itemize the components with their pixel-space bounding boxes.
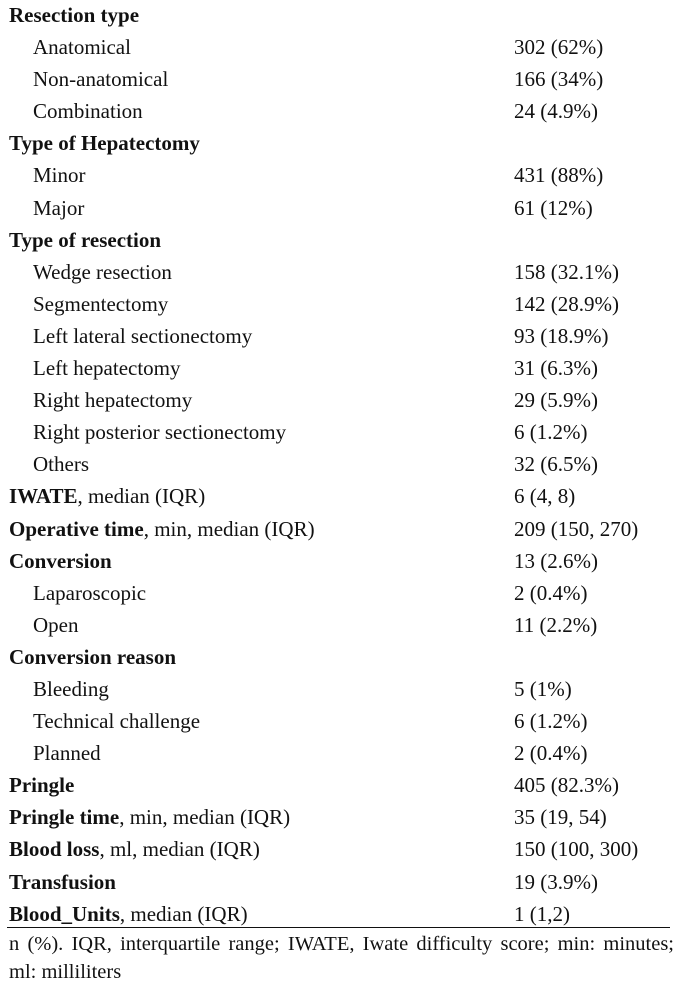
row-label-bold: Pringle time (9, 805, 120, 830)
table-row (0, 0, 670, 32)
row-value: 93 (18.9%) (514, 323, 609, 348)
row-sublabel: Right hepatectomy (33, 388, 193, 413)
row-value: 24 (4.9%) (514, 99, 598, 124)
row-label-rest: , min, median (IQR) (119, 805, 291, 830)
table-row (0, 546, 670, 578)
table-row (0, 899, 670, 931)
row-label-rest: , median (IQR) (119, 901, 248, 926)
row-sublabel: Planned (33, 741, 101, 766)
row-sublabel: Major (33, 195, 85, 220)
row-value: 29 (5.9%) (514, 388, 598, 413)
row-label: Resection type (9, 3, 140, 27)
table-footnote: n (%). IQR, interquartile range; IWATE, Iwate difficulty score; min: minutes; ml: milliliters (9, 933, 674, 983)
row-sublabel: Technical challenge (33, 709, 201, 734)
row-value: 2 (0.4%) (514, 741, 588, 766)
row-sublabel: Combination (33, 99, 143, 124)
table-row (0, 257, 670, 289)
row-label: Type of Hepatectomy (9, 131, 200, 156)
row-value: 209 (150, 270) (514, 516, 639, 541)
row-label-bold: Operative time (9, 516, 144, 541)
table-row (0, 160, 670, 192)
row-value: 431 (88%) (514, 163, 604, 188)
row-value: 166 (34%) (514, 67, 604, 92)
table-row (0, 225, 670, 257)
row-value: 2 (0.4%) (514, 580, 588, 605)
row-value: 5 (1%) (514, 676, 572, 701)
table-row (0, 32, 670, 64)
row-value: 35 (19, 54) (514, 805, 607, 830)
row-label-bold: Blood loss (9, 837, 100, 862)
row-label: Pringle (9, 773, 75, 798)
row-label-rest: , ml, median (IQR) (99, 837, 260, 862)
row-label: Type of resection (9, 227, 162, 252)
row-value: 6 (1.2%) (514, 709, 588, 734)
row-sublabel: Open (33, 612, 79, 637)
row-value: 1 (1,2) (514, 901, 570, 926)
table-row (0, 674, 670, 706)
table-row (0, 514, 670, 546)
table-row (0, 289, 670, 321)
table-row (0, 834, 670, 866)
table-row (0, 706, 670, 738)
row-value: 6 (1.2%) (514, 420, 588, 445)
table-row (0, 449, 670, 481)
row-sublabel: Left hepatectomy (33, 356, 181, 381)
table-row (0, 128, 670, 160)
row-sublabel: Left lateral sectionectomy (33, 323, 253, 348)
row-label (9, 834, 260, 864)
table-row (0, 770, 670, 802)
row-sublabel: Wedge resection (33, 259, 172, 284)
row-label: Conversion reason (9, 644, 177, 669)
table-row (0, 96, 670, 128)
row-label-bold: Blood_Units (9, 901, 120, 926)
row-sublabel: Others (33, 452, 89, 477)
table-row (0, 610, 670, 642)
table-row (0, 321, 670, 353)
table-row (0, 481, 670, 513)
row-sublabel: Anatomical (33, 35, 131, 60)
row-value: 158 (32.1%) (514, 259, 619, 284)
row-value: 6 (4, 8) (514, 484, 576, 509)
row-value: 31 (6.3%) (514, 356, 598, 381)
row-value: 11 (2.2%) (514, 612, 598, 637)
row-label (9, 514, 315, 544)
row-sublabel: Bleeding (33, 676, 109, 701)
row-value: 19 (3.9%) (514, 869, 598, 894)
table-row (0, 193, 670, 225)
row-sublabel: Laparoscopic (33, 580, 147, 605)
row-value: 142 (28.9%) (514, 291, 619, 316)
table-row (0, 417, 670, 449)
row-label-rest: , min, median (IQR) (143, 516, 315, 541)
row-sublabel: Segmentectomy (33, 291, 169, 316)
row-value: 150 (100, 300) (514, 837, 639, 862)
row-sublabel: Non-anatomical (33, 67, 169, 92)
table-row (0, 578, 670, 610)
row-label: Transfusion (9, 869, 116, 894)
table-row (0, 642, 670, 674)
row-label-bold: IWATE (9, 484, 78, 509)
row-sublabel: Right posterior sectionectomy (33, 420, 287, 445)
table-row (0, 353, 670, 385)
row-value: 61 (12%) (514, 195, 593, 220)
table-row (0, 802, 670, 834)
row-label-rest: , median (IQR) (77, 484, 206, 509)
table-row (0, 867, 670, 899)
row-value: 405 (82.3%) (514, 773, 619, 798)
row-value: 13 (2.6%) (514, 548, 598, 573)
row-label (9, 899, 248, 929)
table-row (0, 64, 670, 96)
table-bottom-rule (7, 927, 670, 928)
row-label: Conversion (9, 548, 112, 573)
row-value: 302 (62%) (514, 35, 604, 60)
row-label (9, 481, 205, 511)
table-row (0, 385, 670, 417)
row-sublabel: Minor (33, 163, 86, 188)
row-value: 32 (6.5%) (514, 452, 598, 477)
table-row (0, 738, 670, 770)
row-label (9, 802, 290, 832)
